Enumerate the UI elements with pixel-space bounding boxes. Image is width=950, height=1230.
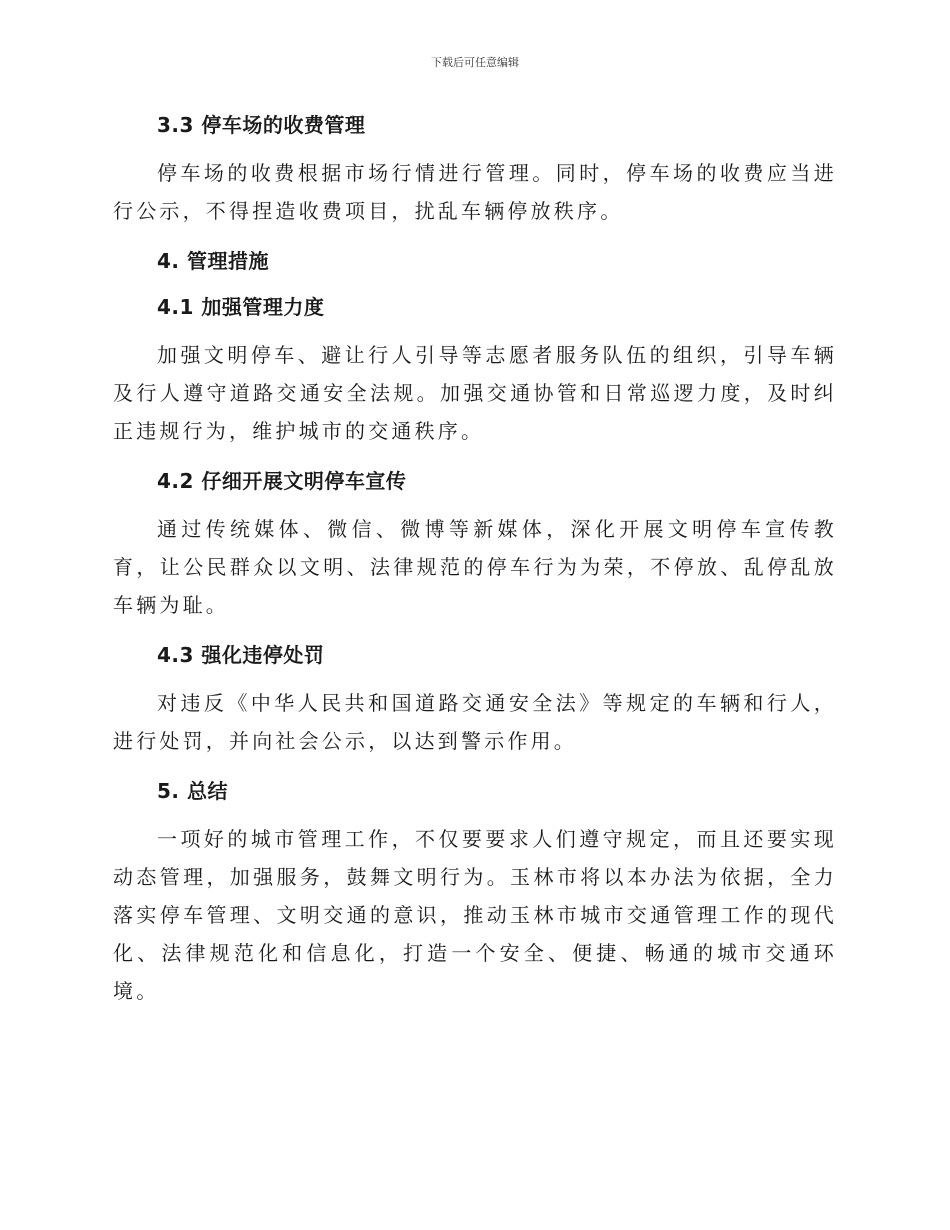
section-4-3-heading: 4.3 强化违停处罚 bbox=[157, 643, 325, 667]
section-4-2-paragraph: 通过传统媒体、微信、微博等新媒体，深化开展文明停车宣传教育，让公民群众以文明、法律规范的停车行为为荣，不停放、乱停乱放车辆为耻。 bbox=[113, 517, 837, 617]
section-4-1-heading: 4.1 加强管理力度 bbox=[157, 295, 325, 319]
section-5-paragraph: 一项好的城市管理工作，不仅要要求人们遵守规定，而且还要实现动态管理，加强服务，鼓舞文明行为。玉林市将以本办法为依据，全力落实停车管理、文明交通的意识，推动玉林市城市交通管理工作的现代化、法律规范化和信息化，打造一个安全、便捷、畅通的城市交通环境。 bbox=[113, 827, 837, 1003]
section-4-1-paragraph: 加强文明停车、避让行人引导等志愿者服务队伍的组织，引导车辆及行人遵守道路交通安全法规。加强交通协管和日常巡逻力度，及时纠正违规行为，维护城市的交通秩序。 bbox=[113, 343, 837, 443]
page-header-note: 下载后可任意编辑 bbox=[431, 56, 519, 69]
section-4-heading: 4. 管理措施 bbox=[157, 249, 269, 273]
section-4-2-heading: 4.2 仔细开展文明停车宣传 bbox=[157, 469, 407, 493]
section-3-3-heading: 3.3 停车场的收费管理 bbox=[157, 113, 366, 137]
section-5-heading: 5. 总结 bbox=[157, 779, 228, 803]
section-3-3-paragraph: 停车场的收费根据市场行情进行管理。同时，停车场的收费应当进行公示，不得捏造收费项目，扰乱车辆停放秩序。 bbox=[113, 161, 837, 223]
section-4-3-paragraph: 对违反《中华人民共和国道路交通安全法》等规定的车辆和行人，进行处罚，并向社会公示，以达到警示作用。 bbox=[113, 691, 837, 753]
document-body bbox=[113, 110, 837, 1010]
